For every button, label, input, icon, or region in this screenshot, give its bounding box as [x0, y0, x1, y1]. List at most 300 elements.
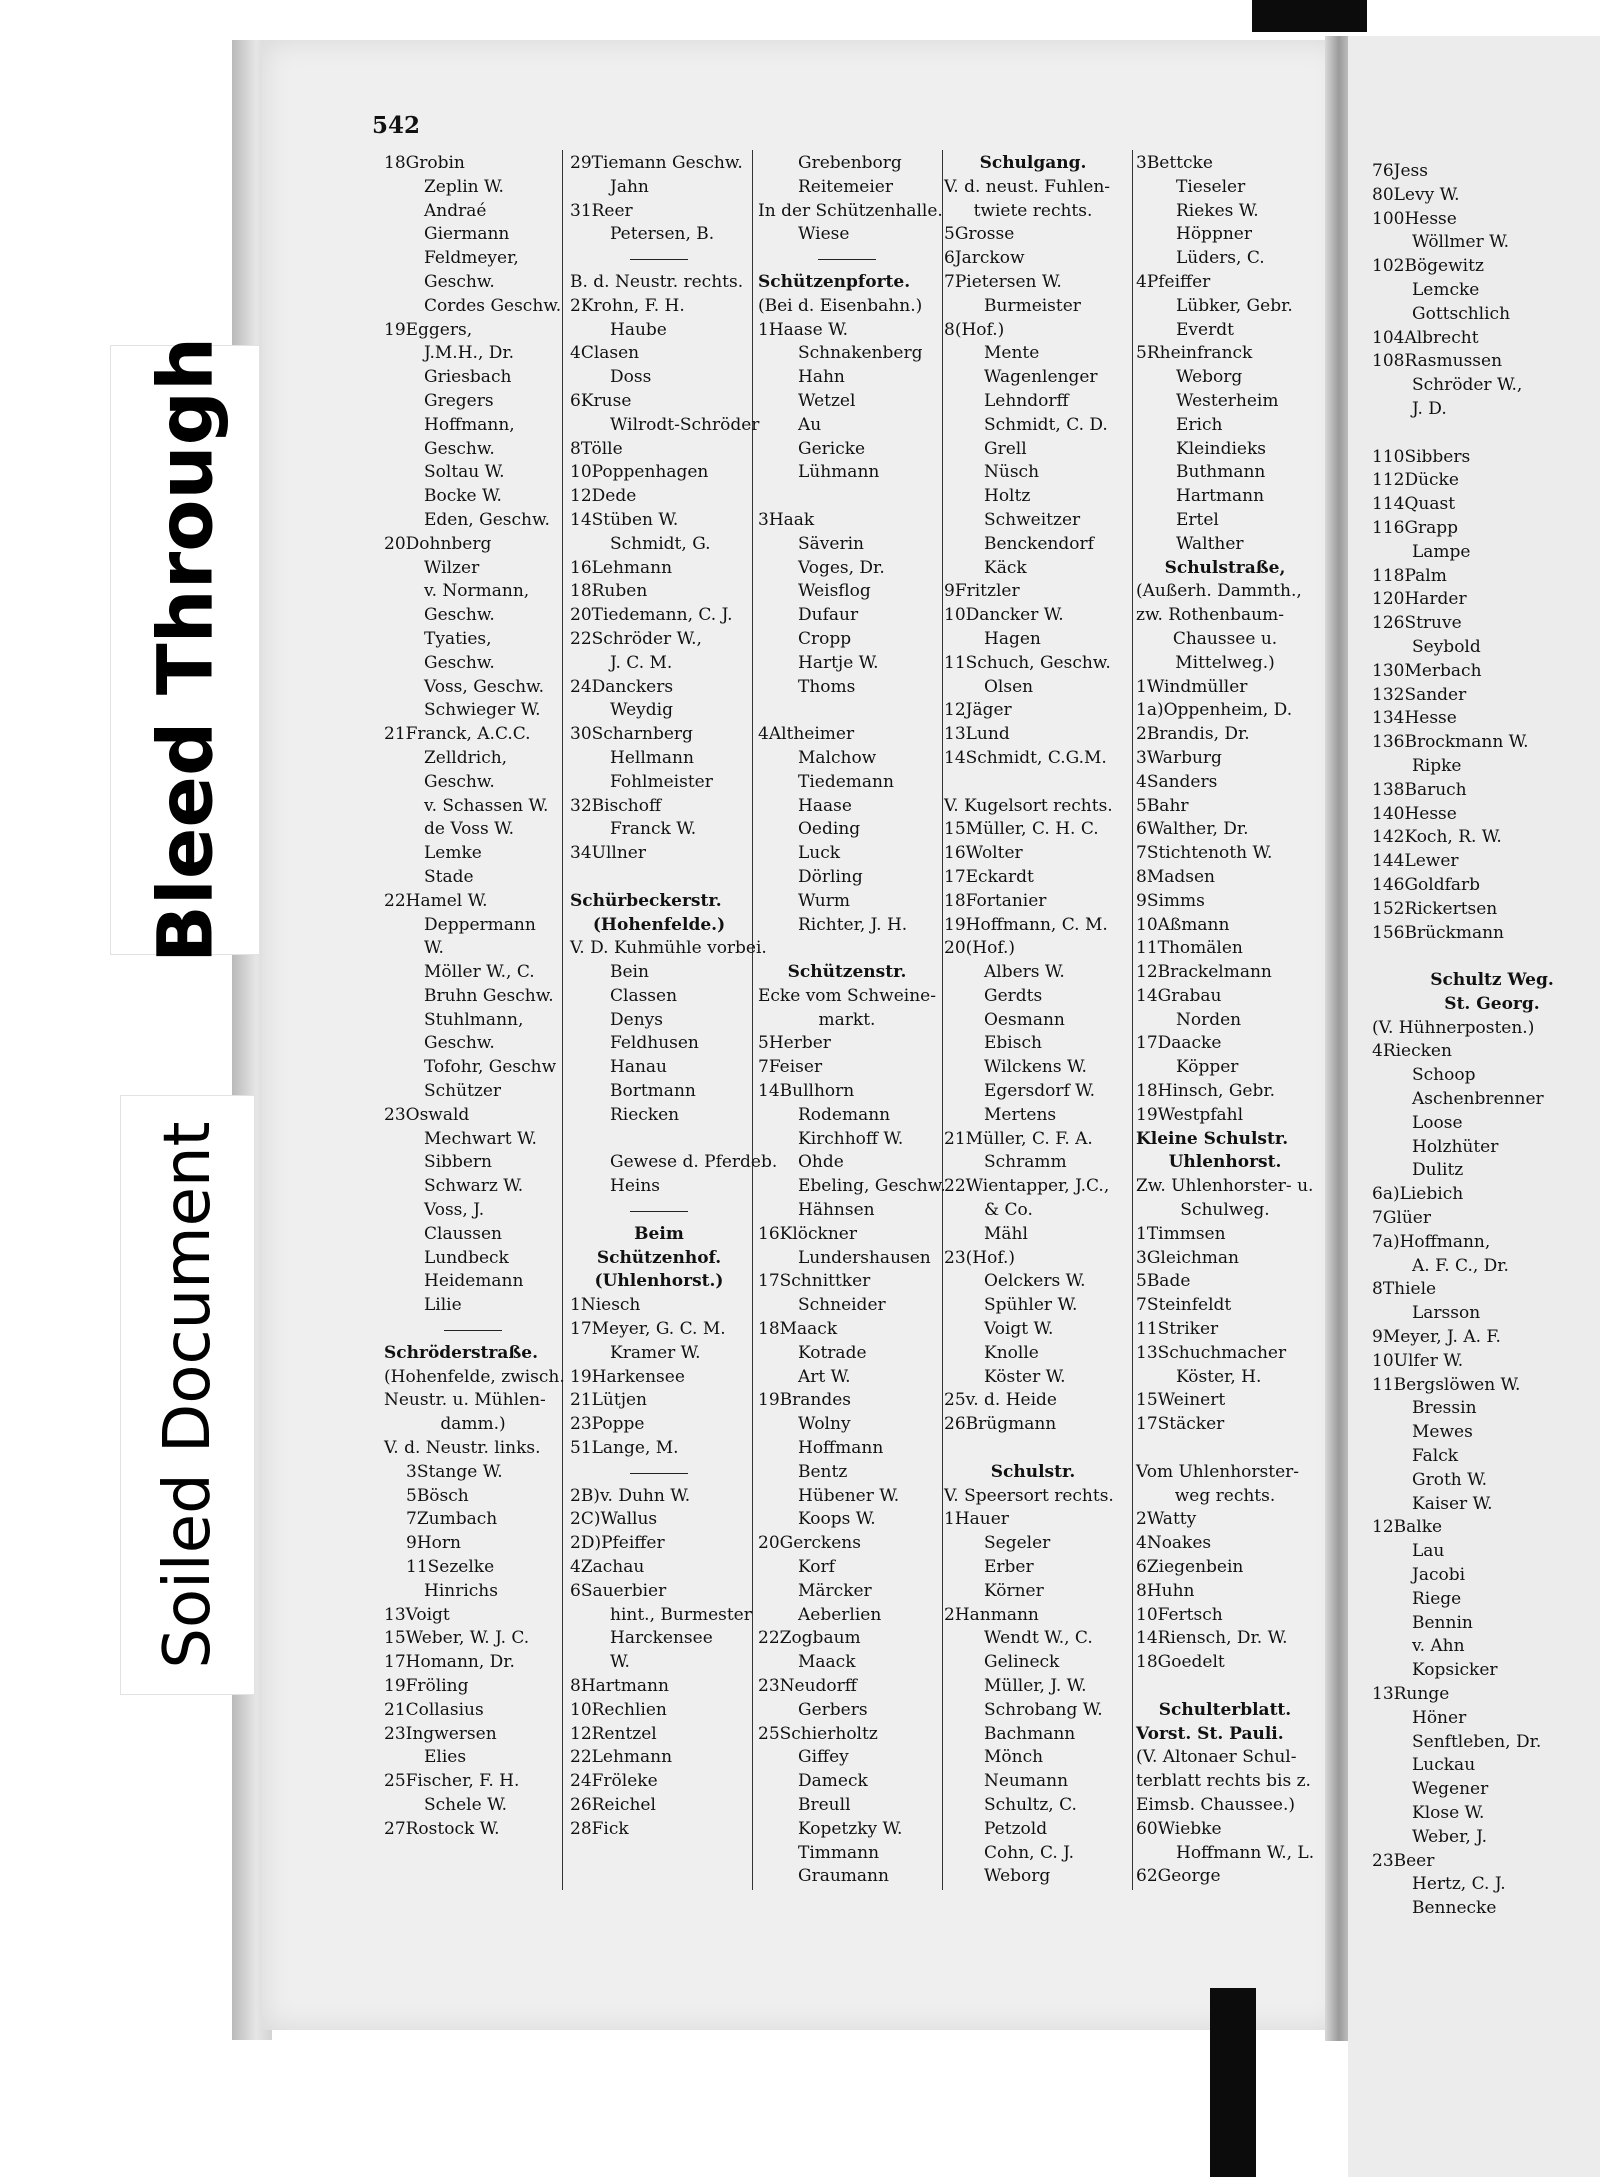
directory-entry: J.M.H., Dr. — [424, 343, 515, 364]
directory-entry: 6a)Liebich — [1372, 1184, 1464, 1205]
directory-entry: 17Schnittker — [758, 1271, 871, 1292]
directory-entry — [758, 699, 936, 723]
directory-entry: 11Thomälen — [1136, 938, 1243, 959]
directory-entry: Aschenbrenner — [1412, 1089, 1544, 1110]
directory-entry: Reitemeier — [798, 176, 893, 197]
directory-entry: Tyaties, — [424, 628, 492, 649]
directory-entry: Wilrodt-Schröder — [610, 414, 760, 435]
directory-entry: 23Beer — [1372, 1850, 1435, 1871]
directory-entry: Hinrichs — [424, 1580, 498, 1601]
directory-entry: Cropp — [798, 628, 852, 649]
directory-entry: 112Dücke — [1372, 470, 1459, 491]
column-divider — [1132, 150, 1133, 1890]
directory-entry: 7Stichtenoth W. — [1136, 843, 1273, 864]
directory-entry — [570, 866, 748, 890]
directory-entry: 13Runge — [1372, 1684, 1450, 1704]
street-heading: Schröderstraße. — [384, 1342, 538, 1363]
directory-entry: Dameck — [798, 1771, 868, 1792]
directory-entry: 4Clasen — [570, 343, 640, 364]
directory-entry: 6Ziegenbein — [1136, 1557, 1244, 1578]
directory-entry: 21Müller, C. F. A. — [944, 1128, 1093, 1149]
directory-entry: Oesmann — [984, 1009, 1065, 1030]
directory-entry: 8Madsen — [1136, 866, 1215, 887]
directory-entry: V. D. Kuhmühle vorbei. — [570, 938, 767, 959]
directory-entry: Riege — [1412, 1588, 1462, 1609]
directory-entry: 146Goldfarb — [1372, 874, 1481, 895]
directory-entry: 21Collasius — [384, 1699, 484, 1720]
directory-entry: Gerdts — [984, 985, 1043, 1006]
directory-entry: Ertel — [1176, 509, 1219, 530]
directory-entry: 19Hoffmann, C. M. — [944, 914, 1108, 935]
directory-entry: 8(Hof.) — [944, 319, 1005, 340]
street-heading: (Uhlenhorst.) — [594, 1271, 724, 1292]
directory-entry: 12Balke — [1372, 1517, 1443, 1538]
directory-entry: 19Harkensee — [570, 1366, 685, 1387]
directory-entry: 20Gerckens — [758, 1533, 861, 1554]
directory-entry: Egersdorf W. — [984, 1081, 1096, 1102]
directory-entry: 14Stüben W. — [570, 509, 679, 530]
directory-entry: W. — [424, 938, 444, 959]
directory-entry: Mähl — [984, 1223, 1028, 1244]
directory-entry: 32Bischoff — [570, 795, 662, 816]
directory-entry: Weydig — [610, 700, 673, 721]
directory-entry: Franck W. — [610, 819, 697, 840]
directory-entry: Hoffmann W., L. — [1176, 1842, 1315, 1863]
directory-entry: Seybold — [1412, 636, 1481, 657]
directory-entry: 9Horn — [406, 1533, 461, 1554]
directory-entry: Ripke — [1412, 755, 1462, 776]
directory-entry: Aeberlien — [798, 1604, 882, 1625]
directory-entry: Griesbach — [424, 367, 512, 388]
directory-entry: 24Fröleke — [570, 1771, 658, 1792]
directory-entry: Jacobi — [1412, 1565, 1466, 1586]
directory-entry: 11Striker — [1136, 1319, 1219, 1340]
directory-entry: 11Bergslöwen W. — [1372, 1374, 1521, 1395]
directory-entry: Haase — [798, 795, 852, 816]
directory-entry: V. d. neust. Fuhlen- — [944, 176, 1111, 197]
directory-entry: Gregers — [424, 390, 494, 411]
directory-entry: Korf — [798, 1557, 835, 1578]
directory-entry: 13Schuchmacher — [1136, 1342, 1287, 1363]
directory-entry — [758, 937, 936, 961]
directory-entry: Senftleben, Dr. — [1412, 1731, 1542, 1752]
directory-entry: 2Hanmann — [944, 1604, 1039, 1625]
facing-page-column — [1372, 160, 1612, 1921]
directory-entry: V. d. Neustr. links. — [384, 1438, 541, 1459]
directory-entry — [570, 1128, 748, 1152]
directory-entry: 144Lewer — [1372, 851, 1459, 872]
street-heading: Kleine Schulstr. — [1136, 1128, 1289, 1149]
directory-entry: Chaussee u. — [1172, 628, 1278, 649]
directory-entry: Tiedemann — [798, 771, 894, 792]
directory-entry: J. C. M. — [610, 652, 673, 673]
directory-entry: 9Fritzler — [944, 581, 1020, 602]
directory-entry: 26Brügmann — [944, 1414, 1057, 1435]
directory-entry: 18Ruben — [570, 581, 648, 602]
street-heading: Schulterblatt. — [1158, 1699, 1292, 1720]
directory-entry: 10Ulfer W. — [1372, 1350, 1464, 1371]
directory-entry: Ohde — [798, 1152, 844, 1173]
directory-entry: Haube — [610, 319, 667, 340]
directory-entry: Käck — [984, 557, 1027, 578]
directory-entry — [944, 771, 1122, 795]
directory-entry: Dufaur — [798, 605, 859, 626]
directory-entry: Kaiser W. — [1412, 1493, 1493, 1514]
directory-entry: 34Ullner — [570, 843, 646, 864]
directory-entry: Rodemann — [798, 1104, 891, 1125]
directory-entry: (Außerh. Dammth., — [1136, 581, 1302, 602]
directory-entry: Bentz — [798, 1461, 848, 1482]
directory-entry: Mewes — [1412, 1422, 1473, 1443]
directory-entry: Kirchhoff W. — [798, 1128, 904, 1149]
directory-entry — [1136, 1675, 1314, 1699]
directory-entry: 60Wiebke — [1136, 1818, 1222, 1839]
street-heading: Schulstr. — [990, 1461, 1076, 1482]
black-tab-bottom — [1210, 1988, 1256, 2177]
directory-entry: Classen — [610, 985, 678, 1006]
directory-entry: 21Franck, A.C.C. — [384, 724, 531, 745]
directory-entry: 4Noakes — [1136, 1533, 1212, 1554]
directory-entry: Lemcke — [1412, 279, 1480, 300]
directory-entry: 11Schuch, Geschw. — [944, 652, 1111, 673]
directory-entry: Koops W. — [798, 1509, 876, 1530]
directory-entry: 25Schierholtz — [758, 1723, 878, 1744]
directory-entry: 5Bade — [1136, 1271, 1191, 1292]
directory-entry: Lühmann — [798, 462, 880, 483]
directory-entry: Wurm — [798, 890, 850, 911]
directory-entry: 1Windmüller — [1136, 676, 1248, 697]
directory-entry: 22Hamel W. — [384, 890, 488, 911]
directory-entry: Everdt — [1176, 319, 1234, 340]
directory-entry: Lilie — [424, 1295, 462, 1316]
directory-entry: 104Albrecht — [1372, 327, 1479, 348]
directory-entry — [570, 1199, 748, 1223]
soiled-document-label — [120, 1095, 255, 1695]
directory-entry — [944, 1437, 1122, 1461]
directory-entry: Wegener — [1412, 1779, 1489, 1800]
directory-entry — [1136, 1437, 1314, 1461]
directory-entry: J. D. — [1412, 398, 1447, 419]
directory-entry: Au — [798, 414, 822, 435]
directory-entry: 25v. d. Heide — [944, 1390, 1057, 1411]
directory-entry: Voges, Dr. — [798, 557, 885, 578]
directory-entry: Graumann — [798, 1866, 889, 1887]
directory-entry: Dulitz — [1412, 1160, 1464, 1181]
directory-entry: 18Hinsch, Gebr. — [1136, 1081, 1276, 1102]
directory-entry: 14Grabau — [1136, 985, 1222, 1006]
street-heading: Schützenhof. — [596, 1247, 722, 1268]
directory-entry: 134Hesse — [1372, 708, 1457, 729]
directory-entry: Norden — [1176, 1009, 1242, 1030]
directory-entry: 15Müller, C. H. C. — [944, 819, 1099, 840]
directory-entry: 16Lehmann — [570, 557, 673, 578]
directory-entry: Wilckens W. — [984, 1057, 1087, 1078]
directory-entry: Schele W. — [424, 1794, 507, 1815]
directory-entry: Albers W. — [984, 962, 1065, 983]
column-divider — [942, 150, 943, 1890]
directory-entry: Schmidt, C. D. — [984, 414, 1108, 435]
directory-entry: 20Dohnberg — [384, 533, 492, 554]
directory-entry: 4Riecken — [1372, 1041, 1452, 1062]
directory-entry: Hahn — [798, 367, 845, 388]
directory-entry: Schneider — [798, 1295, 886, 1316]
directory-entry: Wendt W., C. — [984, 1628, 1093, 1649]
directory-entry: Malchow — [798, 747, 877, 768]
directory-entry: 14Riensch, Dr. W. — [1136, 1628, 1288, 1649]
directory-entry: Luck — [798, 843, 841, 864]
directory-entry: 29Tiemann Geschw. — [570, 153, 743, 173]
directory-entry: Weborg — [1176, 367, 1243, 388]
directory-entry: 19Westpfahl — [1136, 1104, 1244, 1125]
directory-entry: 7Pietersen W. — [944, 271, 1062, 292]
directory-entry: 142Koch, R. W. — [1372, 827, 1502, 848]
bleed-through-text: Bleed Through — [140, 336, 230, 964]
directory-entry: Schoop — [1412, 1065, 1476, 1086]
directory-entry: Gelineck — [984, 1652, 1060, 1673]
directory-entry: Maack — [798, 1652, 856, 1673]
directory-entry: Erich — [1176, 414, 1223, 435]
directory-entry: 24Danckers — [570, 676, 674, 697]
directory-entry: Klose W. — [1412, 1802, 1485, 1823]
directory-entry: Vom Uhlenhorster- — [1136, 1461, 1299, 1482]
directory-entry: Kleindieks — [1176, 438, 1266, 459]
directory-entry: 21Lütjen — [570, 1390, 647, 1411]
directory-entry: 12Jäger — [944, 700, 1012, 721]
directory-entry: 12Rentzel — [570, 1723, 657, 1744]
directory-entry: Zelldrich, — [424, 747, 508, 768]
directory-entry: 6Kruse — [570, 390, 632, 411]
street-heading: St. Georg. — [1444, 993, 1540, 1014]
directory-entry: 2Watty — [1136, 1509, 1197, 1530]
directory-entry: In der Schützenhalle. — [758, 200, 943, 221]
directory-entry: Cohn, C. J. — [984, 1842, 1075, 1863]
directory-entry: 6Walther, Dr. — [1136, 819, 1249, 840]
directory-entry: 2B)v. Duhn W. — [570, 1485, 691, 1506]
directory-entry: Deppermann — [424, 914, 536, 935]
directory-entry: Geschw. — [424, 271, 495, 292]
directory-entry: 114Quast — [1372, 494, 1456, 515]
directory-entry: 5Rheinfranck — [1136, 343, 1253, 364]
directory-entry: Grebenborg — [798, 153, 902, 173]
directory-entry: 13Voigt — [384, 1604, 450, 1625]
directory-entry: Schröder W., — [1412, 375, 1523, 396]
directory-entry: weg rechts. — [1174, 1485, 1276, 1506]
directory-entry: 2C)Wallus — [570, 1509, 658, 1530]
directory-entry: Schrobang W. — [984, 1699, 1103, 1720]
directory-entry: 7Zumbach — [406, 1509, 498, 1530]
street-heading: Schürbeckerstr. — [570, 890, 722, 911]
directory-entry: 19Eggers, — [384, 319, 473, 340]
directory-entry: Gewese d. Pferdeb. — [610, 1152, 778, 1173]
column-divider — [562, 150, 563, 1890]
directory-entry: Petzold — [984, 1818, 1048, 1839]
directory-entry: 132Sander — [1372, 684, 1467, 705]
directory-entry: 15Weber, W. J. C. — [384, 1628, 530, 1649]
directory-entry: 17Homann, Dr. — [384, 1652, 515, 1673]
directory-entry: 2Brandis, Dr. — [1136, 724, 1250, 745]
directory-entry: v. Schassen W. — [424, 795, 549, 816]
directory-entry: Mertens — [984, 1104, 1057, 1125]
directory-entry: 12Brackelmann — [1136, 962, 1272, 983]
directory-entry: Holzhüter — [1412, 1136, 1499, 1157]
directory-entry: 4Zachau — [570, 1557, 645, 1578]
directory-entry: 1Timmsen — [1136, 1223, 1226, 1244]
street-heading: (Hohenfelde.) — [592, 914, 726, 935]
column-divider — [752, 150, 753, 1890]
directory-entry: Westerheim — [1176, 390, 1279, 411]
directory-entry — [1372, 422, 1612, 446]
directory-entry: 17Stäcker — [1136, 1414, 1225, 1435]
directory-entry: 23Poppe — [570, 1414, 645, 1435]
directory-entry: Walther — [1176, 533, 1244, 554]
directory-entry: Buthmann — [1176, 462, 1266, 483]
directory-entry: Kotrade — [798, 1342, 867, 1363]
directory-entry: Holtz — [984, 486, 1031, 507]
directory-entry: 4Pfeiffer — [1136, 271, 1211, 292]
directory-entry: 62George — [1136, 1866, 1221, 1887]
directory-entry: Wagenlenger — [984, 367, 1098, 388]
directory-entry: 3Stange W. — [406, 1461, 503, 1482]
directory-entry: Harckensee — [610, 1628, 713, 1649]
directory-entry: Cordes Geschw. — [424, 295, 562, 316]
directory-entry: Köpper — [1176, 1057, 1239, 1078]
directory-entry: 14Bullhorn — [758, 1081, 855, 1102]
directory-entry: 108Rasmussen — [1372, 351, 1503, 372]
directory-entry: Oeding — [798, 819, 861, 840]
directory-entry: Höner — [1412, 1707, 1467, 1728]
directory-entry: 10Rechlien — [570, 1699, 667, 1720]
directory-entry: Ebeling, Geschw. — [798, 1176, 946, 1197]
directory-entry: Gerbers — [798, 1699, 868, 1720]
directory-entry: 2D)Pfeiffer — [570, 1533, 665, 1554]
directory-entry: 116Grapp — [1372, 517, 1459, 538]
directory-entry: Larsson — [1412, 1303, 1481, 1324]
directory-entry: 7Steinfeldt — [1136, 1295, 1232, 1316]
directory-entry: Mönch — [984, 1747, 1044, 1768]
directory-entry: Köster, H. — [1176, 1366, 1262, 1387]
directory-entry: Lampe — [1412, 541, 1471, 562]
directory-entry: v. Normann, — [424, 581, 530, 602]
directory-entry: v. Ahn — [1412, 1636, 1465, 1657]
directory-entry: 17Eckardt — [944, 866, 1034, 887]
directory-entry: 2Krohn, F. H. — [570, 295, 685, 316]
directory-entry: Luckau — [1412, 1755, 1476, 1776]
directory-entry — [570, 247, 748, 271]
directory-entry: 1Niesch — [570, 1295, 641, 1316]
street-heading: Schulstraße, — [1164, 557, 1286, 578]
directory-entry: B. d. Neustr. rechts. — [570, 271, 744, 292]
directory-entry: Wetzel — [798, 390, 856, 411]
directory-entry: Richter, J. H. — [798, 914, 908, 935]
directory-entry: 6Sauerbier — [570, 1580, 667, 1601]
directory-entry: Geschw. — [424, 1033, 495, 1054]
directory-entry: Ebisch — [984, 1033, 1042, 1054]
directory-entry: Stuhlmann, — [424, 1009, 524, 1030]
directory-entry: Körner — [984, 1580, 1044, 1601]
directory-entry: Bennin — [1412, 1612, 1473, 1633]
directory-entry: Voss, Geschw. — [424, 676, 544, 697]
directory-entry: Hartje W. — [798, 652, 879, 673]
directory-entry: Geschw. — [424, 605, 495, 626]
directory-entry: Bressin — [1412, 1398, 1477, 1419]
directory-entry: Hoffmann — [798, 1438, 884, 1459]
directory-entry: de Voss W. — [424, 819, 515, 840]
directory-entry: Geschw. — [424, 438, 495, 459]
directory-entry: Hanau — [610, 1057, 667, 1078]
directory-entry: Schweitzer — [984, 509, 1081, 530]
directory-entry: Müller, J. W. — [984, 1676, 1087, 1696]
directory-entry: 22Schröder W., — [570, 628, 702, 649]
directory-entry: 13Lund — [944, 724, 1010, 745]
street-heading: Uhlenhorst. — [1168, 1152, 1282, 1173]
directory-entry: Lübker, Gebr. — [1176, 295, 1293, 316]
directory-entry: 80Levy W. — [1372, 184, 1460, 205]
directory-column-3 — [758, 152, 946, 1889]
street-heading: Schützenpforte. — [758, 271, 911, 292]
directory-entry: 22Wientapper, J.C., — [944, 1176, 1110, 1197]
directory-entry: 5Grosse — [944, 224, 1015, 245]
directory-entry: Soltau W. — [424, 462, 505, 483]
directory-entry: (V. Altonaer Schul- — [1136, 1747, 1297, 1768]
directory-entry: Elies — [424, 1747, 467, 1768]
directory-entry: Lau — [1412, 1541, 1445, 1562]
directory-entry: Riekes W. — [1176, 200, 1259, 221]
directory-entry: A. F. C., Dr. — [1412, 1255, 1509, 1276]
directory-entry: markt. — [818, 1009, 876, 1030]
directory-entry: Claussen — [424, 1223, 502, 1244]
directory-entry: Schulweg. — [1180, 1200, 1270, 1221]
directory-entry: 14Schmidt, C.G.M. — [944, 747, 1107, 768]
directory-column-5 — [1136, 152, 1314, 1889]
directory-entry: Hertz, C. J. — [1412, 1874, 1506, 1895]
directory-entry: Ecke vom Schweine- — [758, 985, 936, 1006]
directory-entry: 5Bahr — [1136, 795, 1189, 816]
directory-entry: 23Ingwersen — [384, 1723, 497, 1744]
directory-entry: Schnakenberg — [798, 343, 923, 364]
directory-entry: hint., Burmester — [610, 1604, 752, 1625]
street-heading: Schultz Weg. — [1430, 970, 1554, 991]
directory-entry: Lehndorff — [984, 390, 1069, 411]
directory-entry: Mente — [984, 343, 1040, 364]
directory-entry: Grell — [984, 438, 1027, 459]
directory-entry: 102Bögewitz — [1372, 256, 1484, 277]
directory-entry: 12Dede — [570, 486, 637, 507]
directory-entry: 4Sanders — [1136, 771, 1218, 792]
directory-entry: Mechwart W. — [424, 1128, 537, 1149]
directory-entry: 3Gleichman — [1136, 1247, 1240, 1268]
directory-entry: Lundershausen — [798, 1247, 931, 1268]
directory-entry: 27Rostock W. — [384, 1818, 500, 1839]
directory-entry: Kopsicker — [1412, 1660, 1498, 1681]
directory-entry: Bruhn Geschw. — [424, 985, 554, 1006]
directory-entry: Bein — [610, 962, 649, 983]
directory-entry: 8Huhn — [1136, 1580, 1195, 1601]
directory-entry: 9Meyer, J. A. F. — [1372, 1327, 1501, 1348]
directory-entry: Eimsb. Chaussee.) — [1136, 1794, 1296, 1815]
directory-entry: (V. Hühnerposten.) — [1372, 1017, 1535, 1038]
directory-entry: Neumann — [984, 1771, 1069, 1792]
directory-entry: 156Brückmann — [1372, 922, 1504, 943]
directory-entry: Andraé — [424, 200, 487, 221]
directory-entry: Hoffmann, — [424, 414, 515, 435]
street-heading: Beim — [634, 1223, 684, 1244]
directory-entry: 18Grobin — [384, 153, 465, 173]
directory-entry: 3Warburg — [1136, 747, 1222, 768]
directory-entry: terblatt rechts bis z. — [1136, 1771, 1311, 1792]
directory-entry: Fohlmeister — [610, 771, 713, 792]
directory-entry: Schützer — [424, 1081, 502, 1102]
directory-entry: 25Fischer, F. H. — [384, 1771, 520, 1792]
